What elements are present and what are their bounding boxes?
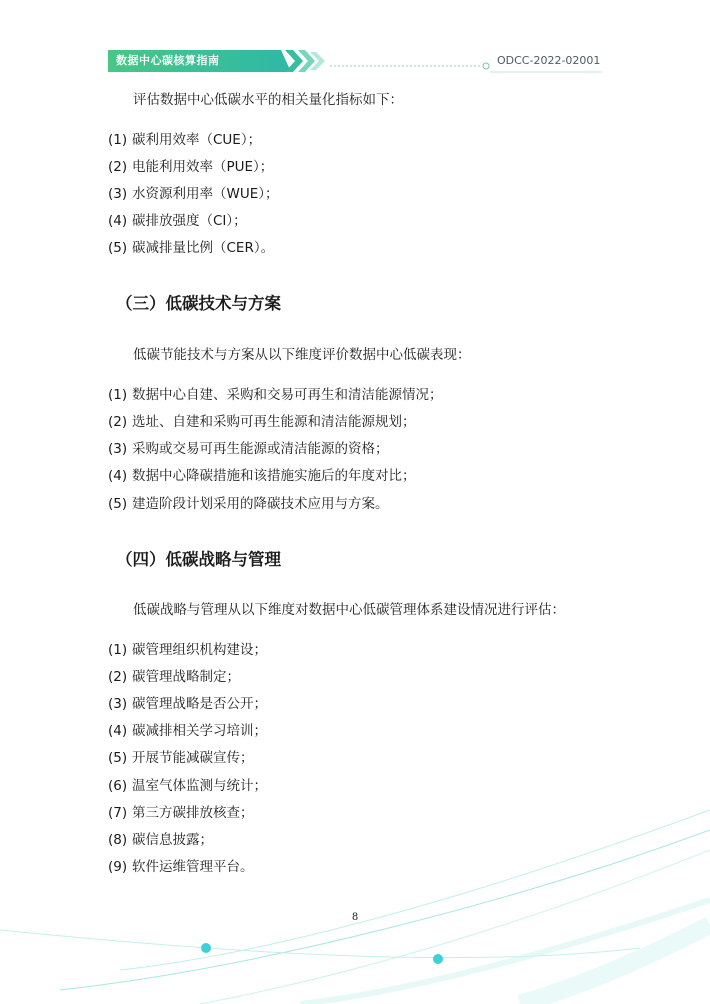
list-item: (1) 数据中心自建、采购和交易可再生和清洁能源情况； — [108, 387, 443, 403]
list-item: (2) 电能利用效率（PUE）； — [108, 159, 274, 175]
list-item: (3) 水资源利用率（WUE）； — [108, 186, 279, 202]
section-heading: （三）低碳技术与方案 — [116, 294, 281, 313]
section-intro: 低碳战略与管理从以下维度对数据中心低碳管理体系建设情况进行评估： — [133, 602, 565, 618]
list-item: (8) 碳信息披露； — [108, 832, 213, 848]
decorative-waves — [0, 700, 710, 1004]
list-item: (5) 开展节能减碳宣传； — [108, 750, 254, 766]
list-item: (9) 软件运维管理平台。 — [108, 859, 254, 875]
list-item: (4) 数据中心降碳措施和该措施实施后的年度对比； — [108, 468, 416, 484]
list-item: (2) 选址、自建和采购可再生能源和清洁能源规划； — [108, 414, 416, 430]
list-item: (3) 采购或交易可再生能源或清洁能源的资格； — [108, 441, 389, 457]
header-banner — [0, 0, 710, 80]
section-heading: （四）低碳战略与管理 — [116, 550, 281, 569]
list-item: (4) 碳减排相关学习培训； — [108, 723, 267, 739]
list-item: (6) 温室气体监测与统计； — [108, 778, 267, 794]
list-item: (5) 碳减排量比例（CER）。 — [108, 240, 275, 256]
metrics-intro: 评估数据中心低碳水平的相关量化指标如下： — [133, 92, 403, 108]
header-title: 数据中心碳核算指南 — [116, 54, 220, 67]
document-code: ODCC-2022-02001 — [497, 54, 601, 67]
list-item: (1) 碳管理组织机构建设； — [108, 642, 267, 658]
section-intro: 低碳节能技术与方案从以下维度评价数据中心低碳表现： — [133, 347, 471, 363]
list-item: (2) 碳管理战略制定； — [108, 669, 240, 685]
list-item: (7) 第三方碳排放核查； — [108, 805, 254, 821]
list-item: (1) 碳利用效率（CUE）； — [108, 132, 262, 148]
list-item: (5) 建造阶段计划采用的降碳技术应用与方案。 — [108, 496, 389, 512]
list-item: (3) 碳管理战略是否公开； — [108, 696, 267, 712]
list-item: (4) 碳排放强度（CI）； — [108, 213, 247, 229]
page-header — [0, 0, 710, 80]
page-number: 8 — [351, 912, 359, 923]
